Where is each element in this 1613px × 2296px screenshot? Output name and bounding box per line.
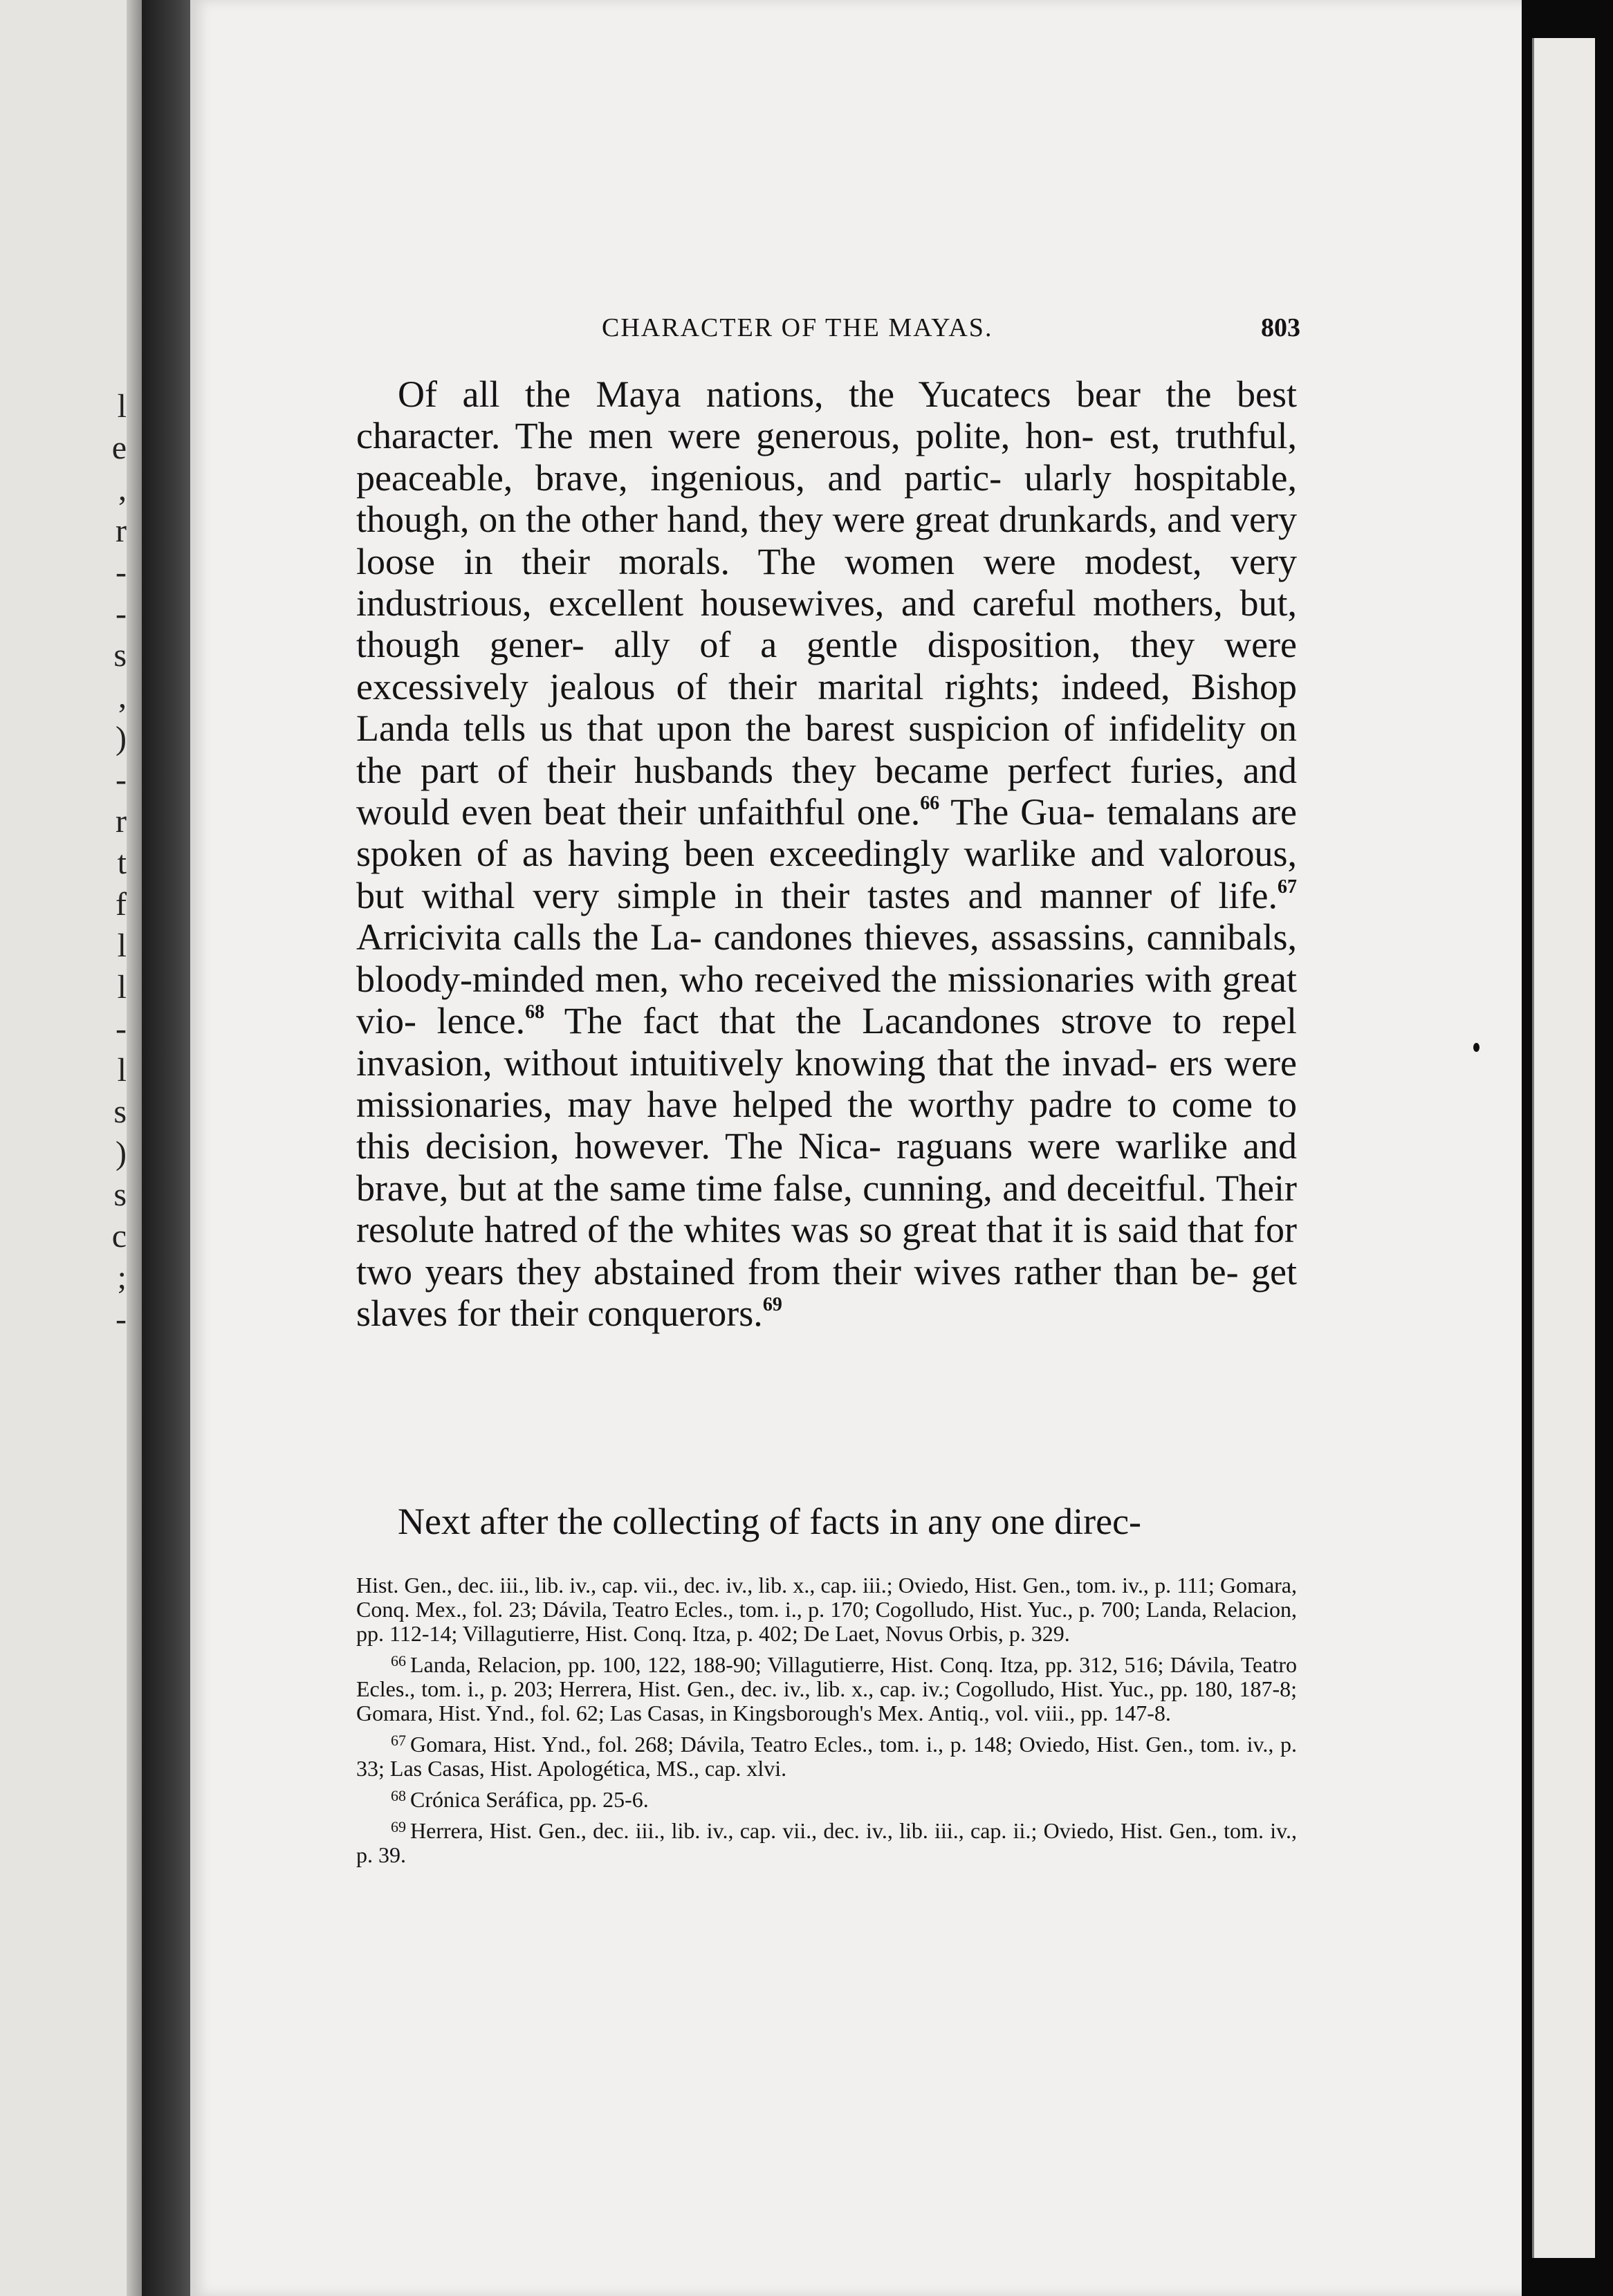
line-20: ers were missionaries, may have helped the worthy xyxy=(356,1041,1297,1125)
line-1: Of all the Maya nations, the Yucatecs bear the xyxy=(398,373,1212,415)
line-5: were great drunkards, and very loose in their morals. xyxy=(356,499,1297,582)
next-leaf-edge xyxy=(1532,38,1595,2258)
footnote-ref-67: 67 xyxy=(1278,876,1297,898)
facing-page-letter: ) xyxy=(116,1135,127,1172)
main-text xyxy=(356,373,1297,1334)
facing-page-letter: r xyxy=(116,512,127,549)
line-6: The women were modest, very industrious, excellent xyxy=(356,540,1297,624)
line-25: years they abstained from their wives rather than be- xyxy=(425,1250,1239,1293)
line-17: men, who received the missionaries with great vio- xyxy=(356,958,1297,1042)
footnote-text: Gomara, Hist. Ynd., fol. 268; Dávila, Teatro Ecles., tom. i., p. 148; Oviedo, Hist. Gen., tom. iv., p. 33; Las Casas, Hist. Apologética, MS., cap. xlvi. xyxy=(356,1732,1297,1781)
facing-page-letter: s xyxy=(113,1176,127,1213)
footnote-continued: Hist. Gen., dec. iii., lib. iv., cap. vii., dec. iv., lib. x., cap. iii.; Oviedo, Hist. Gen., tom. iv., p. 111; Gomara, Conq. Mex., fol. 23; Dávila, Teatro Ecles., tom. i., p. 170; Cogolludo, Hist. Yuc., p. 700; Landa, Relacion, pp. 112-14; Villagutierre, Hist. Conq. Itza, p. 402; De Laet, Novus Orbis, p. 329. xyxy=(356,1573,1297,1646)
facing-page-letter: - xyxy=(116,554,127,591)
footnote-ref-66: 66 xyxy=(920,793,940,815)
line-15: tastes and manner of life. xyxy=(867,874,1278,916)
footnote-66 xyxy=(356,1649,1297,1725)
line-13: temalans are spoken of as having been exceedingly xyxy=(356,791,1297,875)
line-12: and would even beat their unfaithful one. xyxy=(356,749,1297,833)
line-26: get slaves for their conquerors. xyxy=(356,1250,1298,1334)
line-18-tail: The fact that the Lacandones strove to repel xyxy=(544,1000,1298,1042)
footnote-ref-68: 68 xyxy=(525,1001,545,1024)
line-18: lence. xyxy=(436,1000,526,1042)
facing-page-letter: ) xyxy=(116,720,127,757)
ink-speck xyxy=(1473,1043,1480,1052)
line-9: jealous of their marital rights; indeed, Bishop Landa xyxy=(356,665,1298,750)
facing-page-letter: , xyxy=(118,678,127,715)
line-23: false, cunning, and deceitful. Their resolute hatred xyxy=(356,1167,1298,1251)
footnote-text: Herrera, Hist. Gen., dec. iii., lib. iv., cap. vii., dec. iv., lib. iii., cap. ii.; Oviedo, Hist. Gen., tom. iv., p. 39. xyxy=(356,1818,1297,1867)
facing-page-letter: , xyxy=(118,471,127,508)
paragraph-1 xyxy=(356,373,1297,1334)
line-10: tells us that upon the barest suspicion of infidelity on xyxy=(463,707,1298,750)
footnote-text: Landa, Relacion, pp. 100, 122, 188-90; Villagutierre, Hist. Conq. Itza, pp. 312, 516; Dávila, Teatro Ecles., tom. i., p. 203; Herrera, Hist. Gen., dec. iv., lib. x., cap. iv.; Cogolludo, Hist. Yuc., pp. 180, 187-8; Gomara, Hist. Ynd., fol. 62; Las Casas, in Kingsborough's Mex. Antiq., vol. viii., pp. 147-8. xyxy=(356,1652,1297,1725)
line-8: ally of a gentle disposition, they were excessively xyxy=(356,624,1297,707)
book-gutter xyxy=(142,0,190,2296)
running-title: CHARACTER OF THE MAYAS. xyxy=(602,313,993,342)
facing-page-letter: s xyxy=(113,637,127,674)
line-14: warlike and valorous, but withal very simple in their xyxy=(356,833,1298,916)
footnote-number: 66 xyxy=(391,1652,406,1669)
line-11: the part of their husbands they became perfect furies, xyxy=(356,749,1225,791)
footnotes xyxy=(356,1573,1297,1870)
line-24: of the whites was so great that it is said that for two xyxy=(356,1209,1298,1293)
facing-page-letter: e xyxy=(111,429,127,466)
facing-page-letter: - xyxy=(116,1301,127,1337)
facing-page-letter: ; xyxy=(117,1259,127,1296)
facing-page-letter: l xyxy=(117,927,127,964)
footnote-ref-69: 69 xyxy=(762,1293,782,1315)
footnote-text: Crónica Seráfica, pp. 25-6. xyxy=(410,1787,649,1812)
page-number: 803 xyxy=(1261,313,1300,342)
paragraph-2: Next after the collecting of facts in any one direc- xyxy=(398,1501,1142,1542)
facing-page-letter: l xyxy=(117,969,127,1006)
facing-page xyxy=(0,0,142,2296)
line-19: invasion, without intuitively knowing that the invad- xyxy=(356,1041,1158,1084)
facing-page-letter: - xyxy=(116,1010,127,1047)
facing-page-letter: t xyxy=(117,844,127,881)
facing-page-letter: l xyxy=(117,1052,127,1089)
page-header xyxy=(602,313,1300,354)
line-3: est, truthful, peaceable, brave, ingenious, and partic- xyxy=(356,415,1297,499)
line-15-tail: Arricivita calls the La- xyxy=(356,916,702,959)
line-12-tail: The Gua- xyxy=(939,791,1096,833)
footnote-67 xyxy=(356,1728,1297,1781)
line-16: candones thieves, assassins, cannibals, bloody-minded xyxy=(356,916,1297,1000)
line-7: housewives, and careful mothers, but, though gener- xyxy=(356,582,1297,666)
line-2: best character. The men were generous, polite, hon- xyxy=(356,373,1297,457)
facing-page-letter: - xyxy=(116,595,127,632)
line-21: padre to come to this decision, however. The Nica- xyxy=(356,1083,1297,1167)
facing-page-letter: s xyxy=(113,1093,127,1130)
line-22: raguans were warlike and brave, but at the same time xyxy=(356,1125,1297,1209)
footnote-number: 68 xyxy=(391,1787,406,1804)
footnote-number: 69 xyxy=(391,1818,406,1835)
facing-page-letter: r xyxy=(116,803,127,840)
facing-page-letter: l xyxy=(117,388,127,425)
facing-page-letter: - xyxy=(116,761,127,798)
line-4: ularly hospitable, though, on the other hand, they xyxy=(356,456,1298,541)
footnote-68 xyxy=(356,1784,1297,1812)
facing-page-edge xyxy=(127,0,142,2296)
facing-page-letter: f xyxy=(116,886,127,923)
footnote-69 xyxy=(356,1815,1297,1867)
footnote-number: 67 xyxy=(391,1732,406,1749)
facing-page-letter: c xyxy=(111,1218,127,1255)
